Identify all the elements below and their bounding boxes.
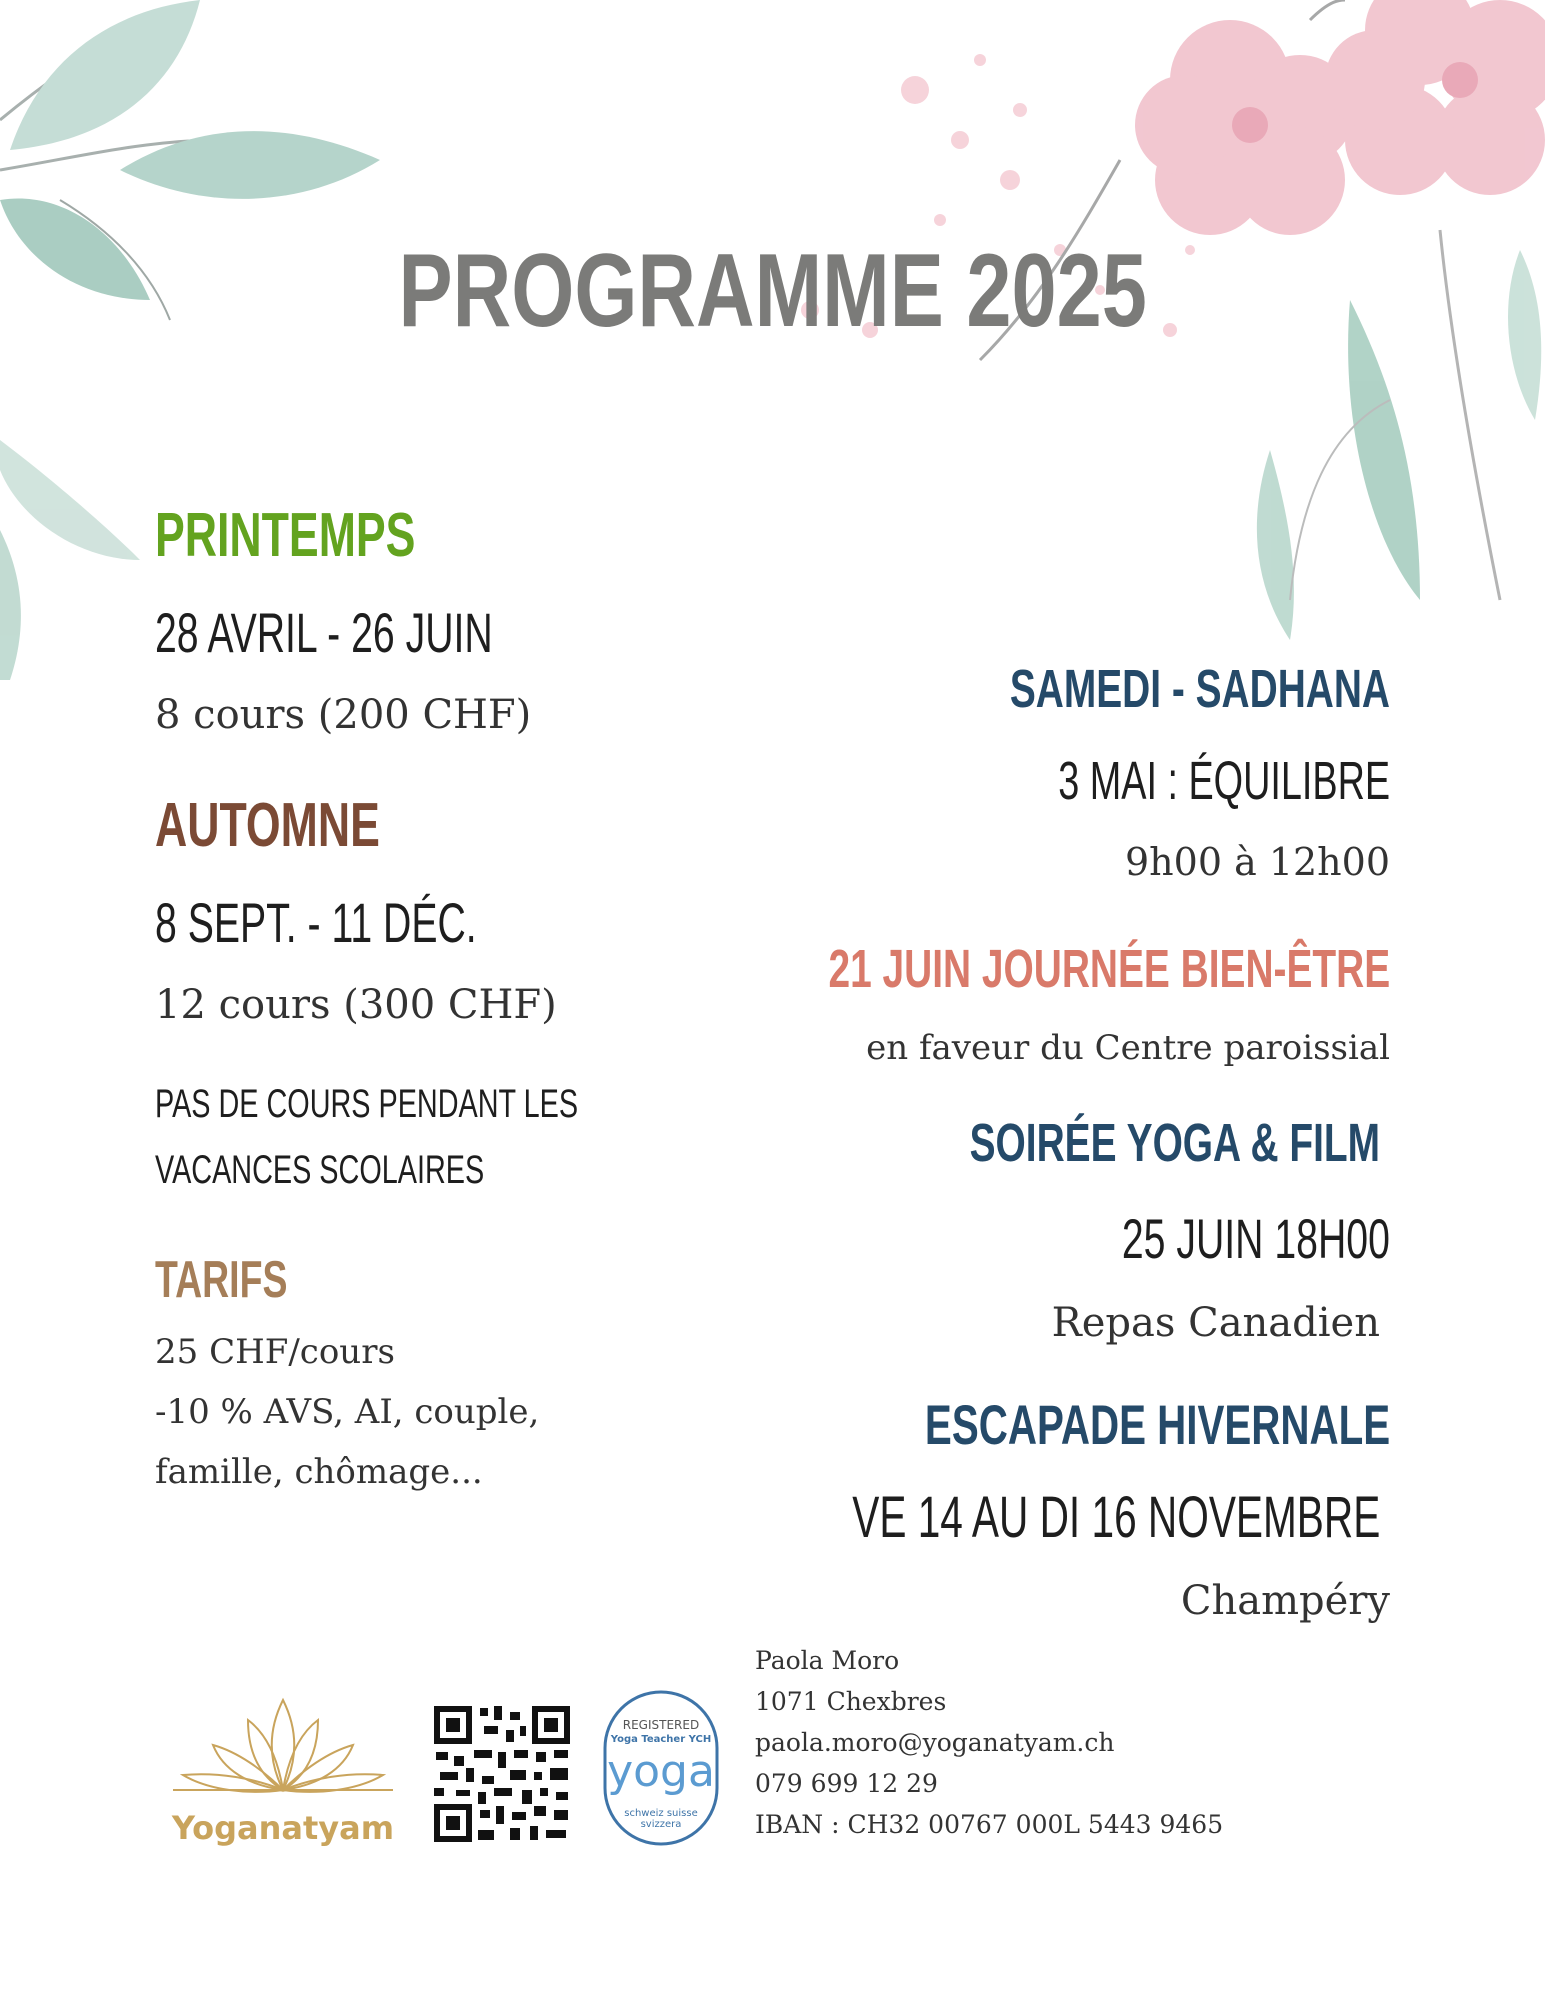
tarifs-line1: 25 CHF/cours [155, 1332, 395, 1372]
automne-heading: AUTOMNE [155, 791, 380, 860]
qr-code[interactable] [434, 1706, 570, 1847]
badge-word: yoga [607, 1746, 715, 1797]
escapade-place: Champéry [1180, 1578, 1390, 1624]
juin-heading: 21 JUIN JOURNÉE BIEN-ÊTRE [828, 939, 1390, 999]
page-title: PROGRAMME 2025 [398, 233, 1147, 349]
holiday-note-line1: PAS DE COURS PENDANT LES [155, 1082, 579, 1126]
soiree-info: Repas Canadien [1051, 1300, 1380, 1346]
contact-phone[interactable]: 079 699 12 29 [755, 1769, 938, 1798]
tarifs-line3: famille, chômage... [155, 1452, 483, 1492]
contact-name: Paola Moro [755, 1646, 900, 1675]
samedi-subtitle: 3 MAI : ÉQUILIBRE [1058, 751, 1390, 811]
escapade-heading: ESCAPADE HIVERNALE [924, 1393, 1390, 1456]
juin-info: en faveur du Centre paroissial [866, 1028, 1390, 1068]
printemps-dates: 28 AVRIL - 26 JUIN [155, 601, 493, 664]
contact-block [755, 1640, 1223, 1845]
soiree-date: 25 JUIN 18H00 [1121, 1207, 1390, 1270]
printemps-heading: PRINTEMPS [155, 501, 416, 570]
contact-city: 1071 Chexbres [755, 1687, 947, 1716]
samedi-time: 9h00 à 12h00 [1125, 840, 1390, 884]
tarifs-line2: -10 % AVS, AI, couple, [155, 1392, 540, 1432]
brand-name: Yoganatyam [171, 1809, 395, 1847]
brand-logo [168, 1690, 398, 1850]
leaf-decoration [0, 440, 140, 680]
printemps-info: 8 cours (200 CHF) [155, 692, 532, 738]
contact-email[interactable]: paola.moro@yoganatyam.ch [755, 1728, 1115, 1757]
automne-dates: 8 SEPT. - 11 DÉC. [155, 891, 477, 954]
automne-info: 12 cours (300 CHF) [155, 982, 557, 1028]
contact-iban: IBAN : CH32 00767 000L 5443 9465 [755, 1810, 1224, 1839]
badge-arc: schweiz suisse svizzera [624, 1808, 698, 1830]
section-printemps [155, 500, 517, 571]
escapade-date: VE 14 AU DI 16 NOVEMBRE [851, 1485, 1380, 1550]
badge-line1: REGISTERED [622, 1718, 700, 1732]
yoga-badge [603, 1690, 719, 1846]
samedi-heading: SAMEDI - SADHANA [1009, 659, 1390, 719]
section-automne [155, 790, 467, 861]
badge-line2: Yoga Teacher YCH [610, 1734, 712, 1745]
tarifs-heading: TARIFS [155, 1251, 288, 1309]
soiree-heading: SOIRÉE YOGA & FILM [969, 1113, 1380, 1173]
holiday-note-line2: VACANCES SCOLAIRES [155, 1148, 485, 1192]
mandala-logo [168, 1690, 398, 1800]
